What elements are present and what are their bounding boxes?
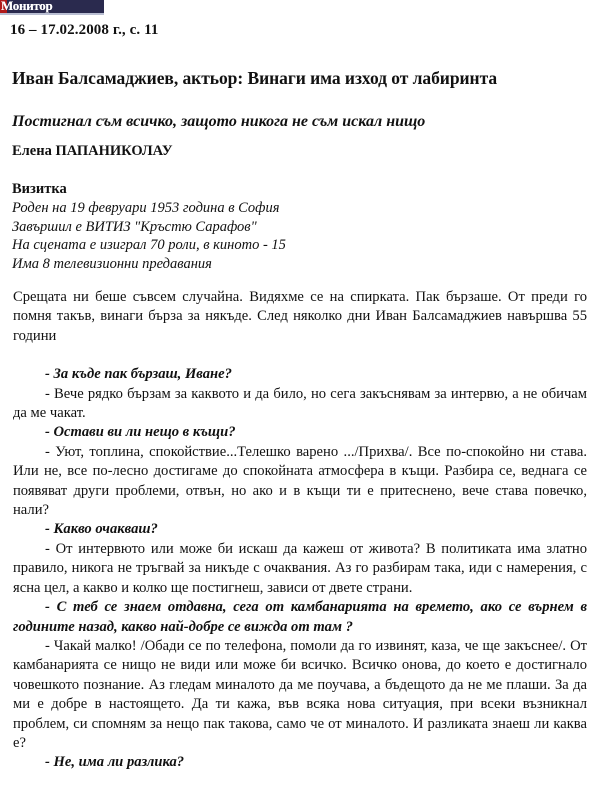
interview-answer: - Чакай малко! /Обади се по телефона, помоли да го извинят, каза, че ще закъснее/. От камбанарията се нищо не види или може би всичко. Всичко онова, до което е достигнало човешкото познание. Аз гледам миналото да ме поучава, а бъдещото да не ме плаши. За да ми е добре в настоящето. Да ти кажа, във всяка нова ситуация, при всеки възникнал проблем, си спомням за нещо пак такова, само че от миналото. И разликата знаеш ли каква е?	[13, 637, 587, 751]
paragraph-spacer	[13, 346, 587, 365]
interview-answer: - От интервюто или може би искаш да кажеш от живота? В политиката има златно правило, никога не тръгвай за никъде с очаквания. Аз го разбирам така, иди с намерения, с ясна цел, а какво и колко ще постигнеш, зависи от двете страни.	[13, 540, 587, 596]
profile-card-line: Завършил е ВИТИЗ "Кръстю Сарафов"	[12, 218, 257, 235]
interview-question: - Какво очакваш?	[45, 521, 158, 538]
profile-card-line: Има 8 телевизионни предавания	[12, 255, 212, 272]
article-body	[13, 288, 587, 773]
profile-card-line: На сцената е изиграл 70 роли, в киното - 15	[12, 237, 286, 254]
interview-answer: - Вече рядко бързам за каквото и да било, но сега закъснявам за интервю, а не обичам да ме чакат.	[13, 385, 587, 422]
masthead-wordmark: Монитор	[1, 0, 53, 13]
profile-card-line: Роден на 19 февруари 1953 година в София	[12, 200, 280, 216]
interview-answer: - Уют, топлина, спокойствие...Телешко варено .../Прихва/. Все по-спокойно ни става. Или не, все по-лесно достигаме до спокойната атмосфера в къщи. Разбира се, веднага се появяват други проблеми, отвън, но ако и в къщи ти е притеснено, вече става повечко, нали?	[13, 443, 587, 519]
interview-question: - За къде пак бързаш, Иване?	[45, 366, 232, 383]
masthead-logo	[0, 0, 104, 15]
interview-question: - Остави ви ли нещо в къщи?	[45, 424, 236, 441]
dateline: 16 – 17.02.2008 г., с. 11	[10, 22, 159, 38]
byline-author: Елена ПАПАНИКОЛАУ	[12, 143, 173, 159]
interview-question: - С теб се знаем отдавна, сега от камбанарията на времето, ако се върнем в годините назад, какво най-добре се вижда от там ?	[13, 599, 587, 635]
masthead-plate	[0, 0, 104, 13]
masthead-underline-rule	[0, 13, 104, 15]
profile-card-title: Визитка	[12, 181, 67, 197]
profile-card	[12, 180, 432, 273]
article-lead-paragraph: Срещата ни беше съвсем случайна. Видяхме се на спирката. Пак бързаше. От преди го помня такъв, винаги бърза за някъде. След няколко дни Иван Балсамаджиев навършва 55 години	[13, 289, 587, 344]
interview-question: - Не, има ли разлика?	[45, 754, 185, 771]
subheadline: Постигнал съм всичко, защото никога не съм искал нищо	[12, 113, 426, 131]
page-title: Иван Балсамаджиев, актьор: Винаги има изход от лабиринта	[12, 67, 498, 88]
